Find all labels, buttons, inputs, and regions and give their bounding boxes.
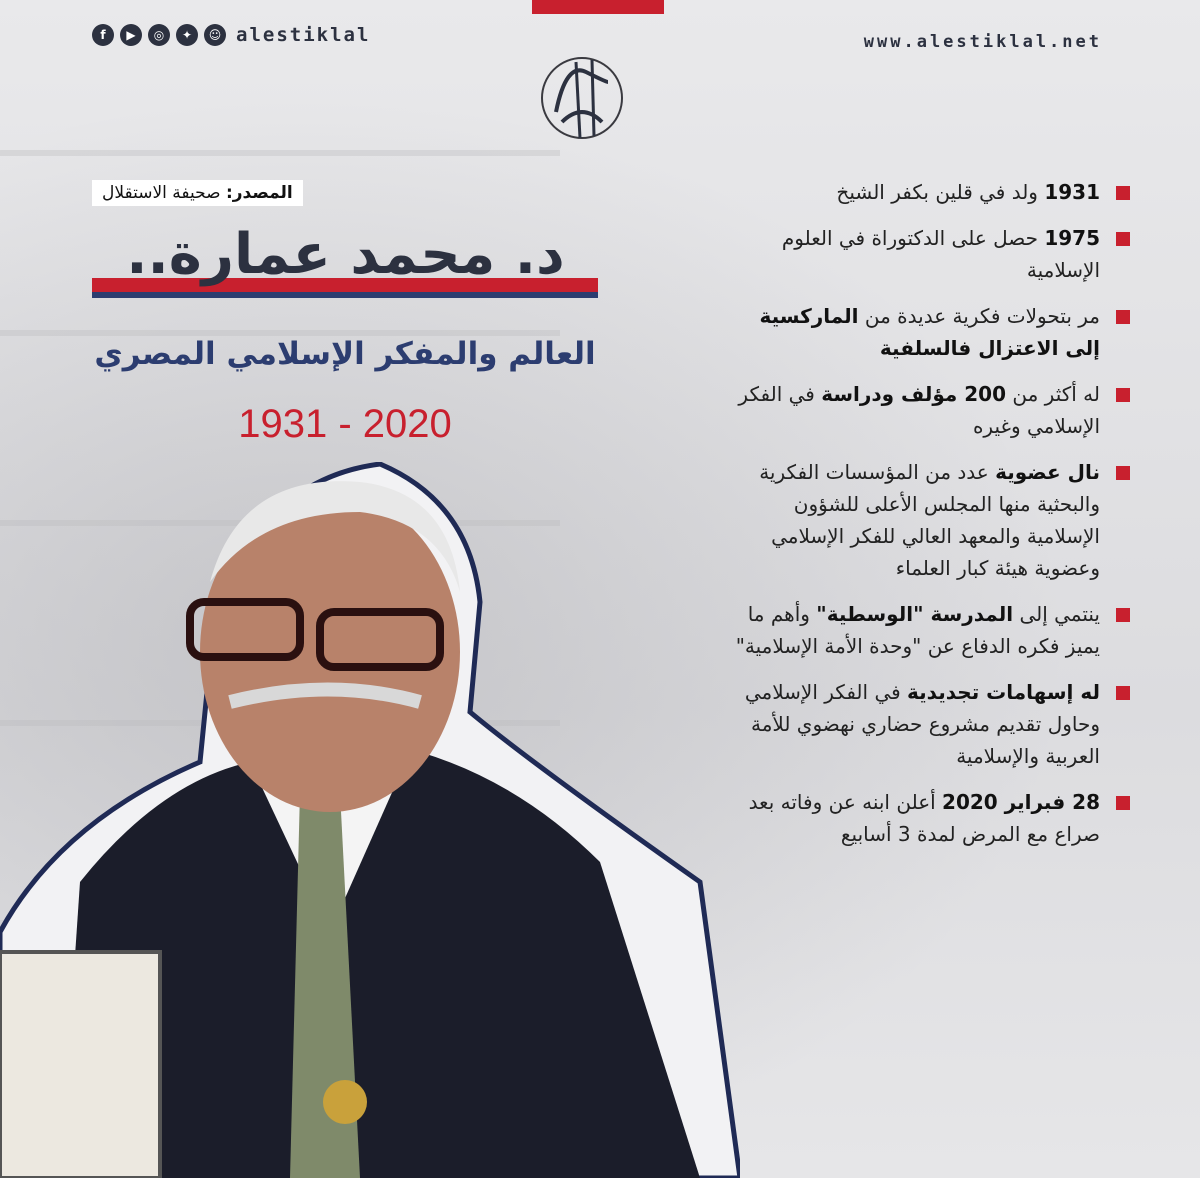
fact-text: مر بتحولات فكرية عديدة من [858, 304, 1100, 328]
fact-text: في الفكر الإسلامي وغيره [738, 382, 1100, 438]
fact-bold: المدرسة "الوسطية" [816, 602, 1014, 626]
fact-text: ولد في قلين بكفر الشيخ [836, 180, 1045, 204]
source-label [92, 180, 303, 206]
alestiklal-logo [536, 42, 628, 154]
fact-text: عدد من المؤسسات الفكرية والبحثية منها المجلس الأعلى للشؤون الإسلامية والمعهد العالي للفكر الإسلامي وعضوية هيئة كبار العلماء [759, 460, 1100, 580]
fact-item [720, 786, 1130, 850]
fact-text: في الفكر الإسلامي وحاول تقديم مشروع حضاري نهضوي للأمة العربية والإسلامية [744, 680, 1100, 768]
red-square-bullet-icon [1116, 186, 1130, 200]
social-links [92, 24, 370, 46]
twitter-icon[interactable]: ✦ [176, 24, 198, 46]
fact-bold: 28 فبراير 2020 [942, 790, 1100, 814]
red-square-bullet-icon [1116, 310, 1130, 324]
youtube-icon[interactable]: ▶ [120, 24, 142, 46]
person-name: د. محمد عمارة.. [126, 222, 565, 287]
snapchat-icon[interactable]: ☺ [204, 24, 226, 46]
fact-text: له أكثر من [1006, 382, 1100, 406]
red-square-bullet-icon [1116, 608, 1130, 622]
fact-bold: 200 مؤلف ودراسة [821, 382, 1007, 406]
fact-item [720, 378, 1130, 442]
fact-item [720, 222, 1130, 286]
person-subtitle: العالم والمفكر الإسلامي المصري [94, 336, 596, 372]
fact-item [720, 300, 1130, 364]
fact-item [720, 676, 1130, 772]
social-handle[interactable]: alestiklal [236, 24, 371, 46]
fact-bold: 1931 [1044, 180, 1100, 204]
portrait-photo [0, 462, 740, 1178]
fact-item [720, 456, 1130, 584]
facts-list [720, 176, 1130, 864]
facebook-icon[interactable]: f [92, 24, 114, 46]
source-key: المصدر: [225, 183, 293, 203]
top-accent-bar [532, 0, 664, 14]
red-square-bullet-icon [1116, 686, 1130, 700]
website-url[interactable]: www.alestiklal.net [863, 32, 1102, 52]
fact-bold: نال عضوية [995, 460, 1100, 484]
fact-bold: الماركسية إلى الاعتزال فالسلفية [759, 304, 1100, 360]
red-square-bullet-icon [1116, 388, 1130, 402]
life-years: 1931 - 2020 [238, 402, 452, 446]
fact-item [720, 176, 1130, 208]
fact-bold: له إسهامات تجديدية [907, 680, 1100, 704]
fact-item [720, 598, 1130, 662]
source-value: صحيفة الاستقلال [102, 183, 221, 203]
red-square-bullet-icon [1116, 796, 1130, 810]
fact-bold: 1975 [1044, 226, 1100, 250]
instagram-icon[interactable]: ◎ [148, 24, 170, 46]
red-square-bullet-icon [1116, 466, 1130, 480]
fact-text: أعلن ابنه عن وفاته بعد صراع مع المرض لمدة 3 أسابيع [748, 790, 1100, 846]
fact-text: حصل على الدكتوراة في العلوم الإسلامية [781, 226, 1100, 282]
red-square-bullet-icon [1116, 232, 1130, 246]
fact-text: وأهم ما يميز فكره الدفاع عن "وحدة الأمة الإسلامية" [735, 602, 1100, 658]
fact-text: ينتمي إلى [1013, 602, 1100, 626]
title-underline-navy [92, 292, 598, 298]
